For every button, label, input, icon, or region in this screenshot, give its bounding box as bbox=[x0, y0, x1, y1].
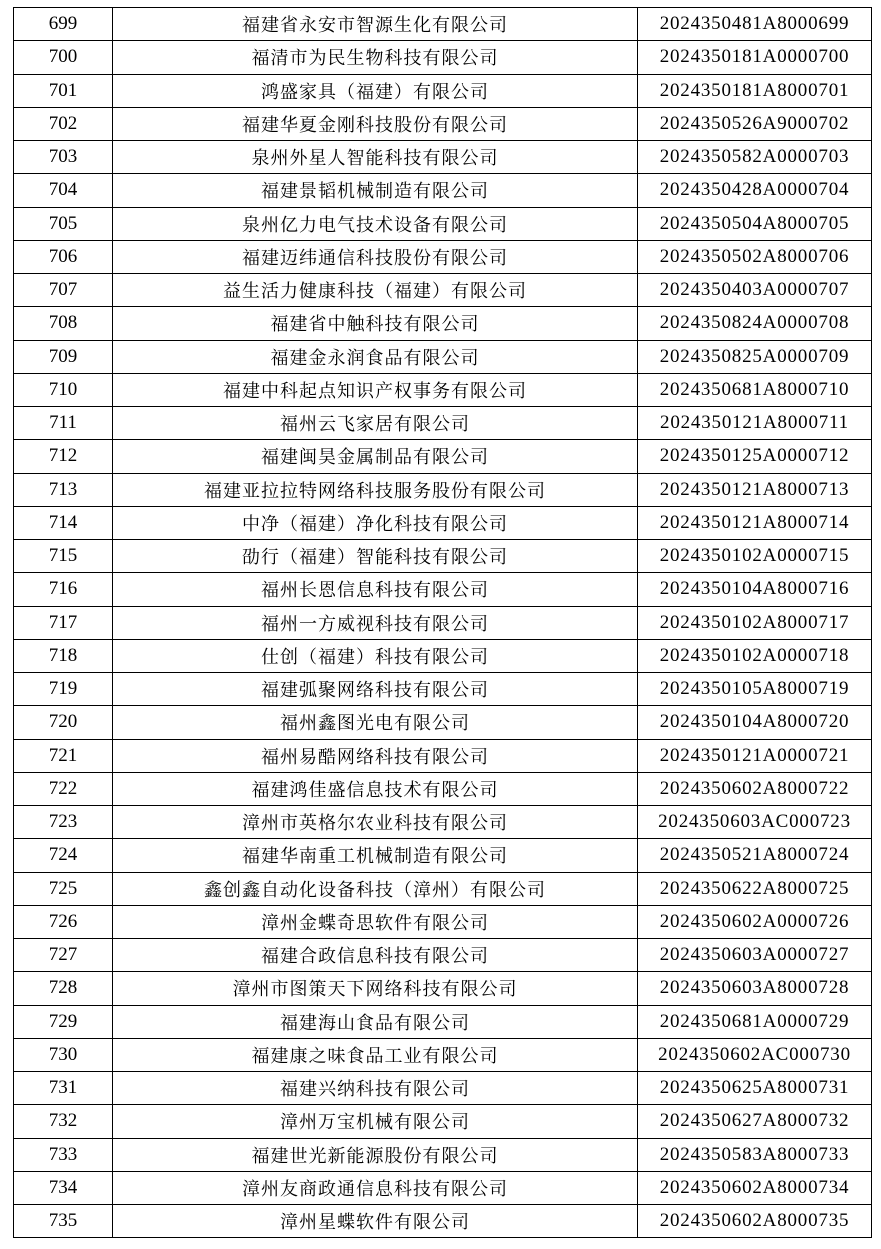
company-name-cell: 福州易酷网络科技有限公司 bbox=[113, 739, 638, 772]
row-number-cell: 733 bbox=[14, 1138, 113, 1171]
company-name-cell: 福建海山食品有限公司 bbox=[113, 1005, 638, 1038]
company-name-cell: 福建迈纬通信科技股份有限公司 bbox=[113, 240, 638, 273]
registration-code-cell: 2024350602A8000735 bbox=[638, 1205, 872, 1238]
row-number-cell: 703 bbox=[14, 141, 113, 174]
registration-code-cell: 2024350104A8000716 bbox=[638, 573, 872, 606]
registration-code-cell: 2024350428A0000704 bbox=[638, 174, 872, 207]
table-row bbox=[14, 1005, 872, 1038]
company-name-cell: 福建世光新能源股份有限公司 bbox=[113, 1138, 638, 1171]
table-row bbox=[14, 107, 872, 140]
registration-code-cell: 2024350102A8000717 bbox=[638, 606, 872, 639]
table-row bbox=[14, 1038, 872, 1071]
row-number-cell: 704 bbox=[14, 174, 113, 207]
registration-code-cell: 2024350602A8000734 bbox=[638, 1171, 872, 1204]
company-name-cell: 漳州市英格尔农业科技有限公司 bbox=[113, 806, 638, 839]
company-name-cell: 漳州市图策天下网络科技有限公司 bbox=[113, 972, 638, 1005]
company-name-cell: 福州一方威视科技有限公司 bbox=[113, 606, 638, 639]
registry-table-body bbox=[14, 8, 872, 1238]
company-name-cell: 福建省中触科技有限公司 bbox=[113, 307, 638, 340]
row-number-cell: 720 bbox=[14, 706, 113, 739]
table-row bbox=[14, 706, 872, 739]
table-row bbox=[14, 1105, 872, 1138]
company-name-cell: 福州长恩信息科技有限公司 bbox=[113, 573, 638, 606]
registration-code-cell: 2024350104A8000720 bbox=[638, 706, 872, 739]
registration-code-cell: 2024350181A0000700 bbox=[638, 41, 872, 74]
registration-code-cell: 2024350105A8000719 bbox=[638, 673, 872, 706]
company-name-cell: 漳州万宝机械有限公司 bbox=[113, 1105, 638, 1138]
company-name-cell: 中净（福建）净化科技有限公司 bbox=[113, 506, 638, 539]
company-name-cell: 福州云飞家居有限公司 bbox=[113, 407, 638, 440]
row-number-cell: 725 bbox=[14, 872, 113, 905]
table-row bbox=[14, 606, 872, 639]
registration-code-cell: 2024350622A8000725 bbox=[638, 872, 872, 905]
registration-code-cell: 2024350481A8000699 bbox=[638, 8, 872, 41]
row-number-cell: 705 bbox=[14, 207, 113, 240]
company-name-cell: 福建兴纳科技有限公司 bbox=[113, 1072, 638, 1105]
company-name-cell: 鸿盛家具（福建）有限公司 bbox=[113, 74, 638, 107]
row-number-cell: 734 bbox=[14, 1171, 113, 1204]
table-row bbox=[14, 274, 872, 307]
table-row bbox=[14, 407, 872, 440]
row-number-cell: 732 bbox=[14, 1105, 113, 1138]
table-row bbox=[14, 440, 872, 473]
table-row bbox=[14, 673, 872, 706]
company-name-cell: 福建中科起点知识产权事务有限公司 bbox=[113, 373, 638, 406]
row-number-cell: 717 bbox=[14, 606, 113, 639]
row-number-cell: 713 bbox=[14, 473, 113, 506]
row-number-cell: 699 bbox=[14, 8, 113, 41]
row-number-cell: 721 bbox=[14, 739, 113, 772]
registration-code-cell: 2024350121A8000714 bbox=[638, 506, 872, 539]
table-row bbox=[14, 739, 872, 772]
table-row bbox=[14, 506, 872, 539]
table-row bbox=[14, 340, 872, 373]
company-name-cell: 福州鑫图光电有限公司 bbox=[113, 706, 638, 739]
company-name-cell: 福建景韬机械制造有限公司 bbox=[113, 174, 638, 207]
registration-code-cell: 2024350102A0000718 bbox=[638, 639, 872, 672]
company-name-cell: 益生活力健康科技（福建）有限公司 bbox=[113, 274, 638, 307]
row-number-cell: 730 bbox=[14, 1038, 113, 1071]
company-name-cell: 仕创（福建）科技有限公司 bbox=[113, 639, 638, 672]
row-number-cell: 719 bbox=[14, 673, 113, 706]
table-row bbox=[14, 772, 872, 805]
row-number-cell: 731 bbox=[14, 1072, 113, 1105]
row-number-cell: 712 bbox=[14, 440, 113, 473]
row-number-cell: 728 bbox=[14, 972, 113, 1005]
registration-code-cell: 2024350627A8000732 bbox=[638, 1105, 872, 1138]
table-row bbox=[14, 1138, 872, 1171]
row-number-cell: 716 bbox=[14, 573, 113, 606]
row-number-cell: 722 bbox=[14, 772, 113, 805]
row-number-cell: 714 bbox=[14, 506, 113, 539]
company-name-cell: 福建金永润食品有限公司 bbox=[113, 340, 638, 373]
registration-code-cell: 2024350121A8000713 bbox=[638, 473, 872, 506]
company-name-cell: 漳州金蝶奇思软件有限公司 bbox=[113, 905, 638, 938]
company-name-cell: 泉州外星人智能科技有限公司 bbox=[113, 141, 638, 174]
row-number-cell: 715 bbox=[14, 540, 113, 573]
row-number-cell: 711 bbox=[14, 407, 113, 440]
row-number-cell: 729 bbox=[14, 1005, 113, 1038]
table-row bbox=[14, 74, 872, 107]
row-number-cell: 707 bbox=[14, 274, 113, 307]
company-registry-table bbox=[13, 7, 872, 1238]
registration-code-cell: 2024350824A0000708 bbox=[638, 307, 872, 340]
row-number-cell: 701 bbox=[14, 74, 113, 107]
company-name-cell: 漳州星蝶软件有限公司 bbox=[113, 1205, 638, 1238]
table-row bbox=[14, 972, 872, 1005]
company-name-cell: 福建弧聚网络科技有限公司 bbox=[113, 673, 638, 706]
table-row bbox=[14, 8, 872, 41]
registration-code-cell: 2024350681A8000710 bbox=[638, 373, 872, 406]
company-name-cell: 福建亚拉拉特网络科技服务股份有限公司 bbox=[113, 473, 638, 506]
table-row bbox=[14, 872, 872, 905]
registration-code-cell: 2024350602A0000726 bbox=[638, 905, 872, 938]
table-row bbox=[14, 540, 872, 573]
registration-code-cell: 2024350825A0000709 bbox=[638, 340, 872, 373]
row-number-cell: 723 bbox=[14, 806, 113, 839]
table-row bbox=[14, 141, 872, 174]
registration-code-cell: 2024350603A8000728 bbox=[638, 972, 872, 1005]
row-number-cell: 706 bbox=[14, 240, 113, 273]
registration-code-cell: 2024350403A0000707 bbox=[638, 274, 872, 307]
company-name-cell: 福清市为民生物科技有限公司 bbox=[113, 41, 638, 74]
company-name-cell: 泉州亿力电气技术设备有限公司 bbox=[113, 207, 638, 240]
table-row bbox=[14, 939, 872, 972]
table-row bbox=[14, 573, 872, 606]
registration-code-cell: 2024350521A8000724 bbox=[638, 839, 872, 872]
table-row bbox=[14, 905, 872, 938]
table-row bbox=[14, 174, 872, 207]
registration-code-cell: 2024350121A0000721 bbox=[638, 739, 872, 772]
table-row bbox=[14, 307, 872, 340]
registration-code-cell: 2024350625A8000731 bbox=[638, 1072, 872, 1105]
registration-code-cell: 2024350181A8000701 bbox=[638, 74, 872, 107]
company-name-cell: 漳州友商政通信息科技有限公司 bbox=[113, 1171, 638, 1204]
table-row bbox=[14, 1171, 872, 1204]
registration-code-cell: 2024350102A0000715 bbox=[638, 540, 872, 573]
company-name-cell: 福建合政信息科技有限公司 bbox=[113, 939, 638, 972]
table-row bbox=[14, 806, 872, 839]
table-row bbox=[14, 473, 872, 506]
row-number-cell: 727 bbox=[14, 939, 113, 972]
row-number-cell: 724 bbox=[14, 839, 113, 872]
company-name-cell: 劭行（福建）智能科技有限公司 bbox=[113, 540, 638, 573]
registration-code-cell: 2024350502A8000706 bbox=[638, 240, 872, 273]
row-number-cell: 718 bbox=[14, 639, 113, 672]
table-row bbox=[14, 240, 872, 273]
registration-code-cell: 2024350603AC000723 bbox=[638, 806, 872, 839]
row-number-cell: 708 bbox=[14, 307, 113, 340]
row-number-cell: 726 bbox=[14, 905, 113, 938]
registration-code-cell: 2024350125A0000712 bbox=[638, 440, 872, 473]
row-number-cell: 700 bbox=[14, 41, 113, 74]
row-number-cell: 709 bbox=[14, 340, 113, 373]
registration-code-cell: 2024350582A0000703 bbox=[638, 141, 872, 174]
registration-code-cell: 2024350504A8000705 bbox=[638, 207, 872, 240]
registration-code-cell: 2024350526A9000702 bbox=[638, 107, 872, 140]
table-row bbox=[14, 1072, 872, 1105]
company-name-cell: 福建康之味食品工业有限公司 bbox=[113, 1038, 638, 1071]
table-row bbox=[14, 1205, 872, 1238]
company-name-cell: 福建华南重工机械制造有限公司 bbox=[113, 839, 638, 872]
table-row bbox=[14, 373, 872, 406]
company-name-cell: 福建华夏金刚科技股份有限公司 bbox=[113, 107, 638, 140]
row-number-cell: 710 bbox=[14, 373, 113, 406]
registration-code-cell: 2024350603A0000727 bbox=[638, 939, 872, 972]
table-row bbox=[14, 207, 872, 240]
registration-code-cell: 2024350602AC000730 bbox=[638, 1038, 872, 1071]
company-name-cell: 福建闽昊金属制品有限公司 bbox=[113, 440, 638, 473]
table-row bbox=[14, 41, 872, 74]
registration-code-cell: 2024350681A0000729 bbox=[638, 1005, 872, 1038]
table-row bbox=[14, 639, 872, 672]
company-name-cell: 鑫创鑫自动化设备科技（漳州）有限公司 bbox=[113, 872, 638, 905]
registration-code-cell: 2024350583A8000733 bbox=[638, 1138, 872, 1171]
row-number-cell: 702 bbox=[14, 107, 113, 140]
registration-code-cell: 2024350602A8000722 bbox=[638, 772, 872, 805]
table-row bbox=[14, 839, 872, 872]
registration-code-cell: 2024350121A8000711 bbox=[638, 407, 872, 440]
row-number-cell: 735 bbox=[14, 1205, 113, 1238]
company-name-cell: 福建省永安市智源生化有限公司 bbox=[113, 8, 638, 41]
company-name-cell: 福建鸿佳盛信息技术有限公司 bbox=[113, 772, 638, 805]
